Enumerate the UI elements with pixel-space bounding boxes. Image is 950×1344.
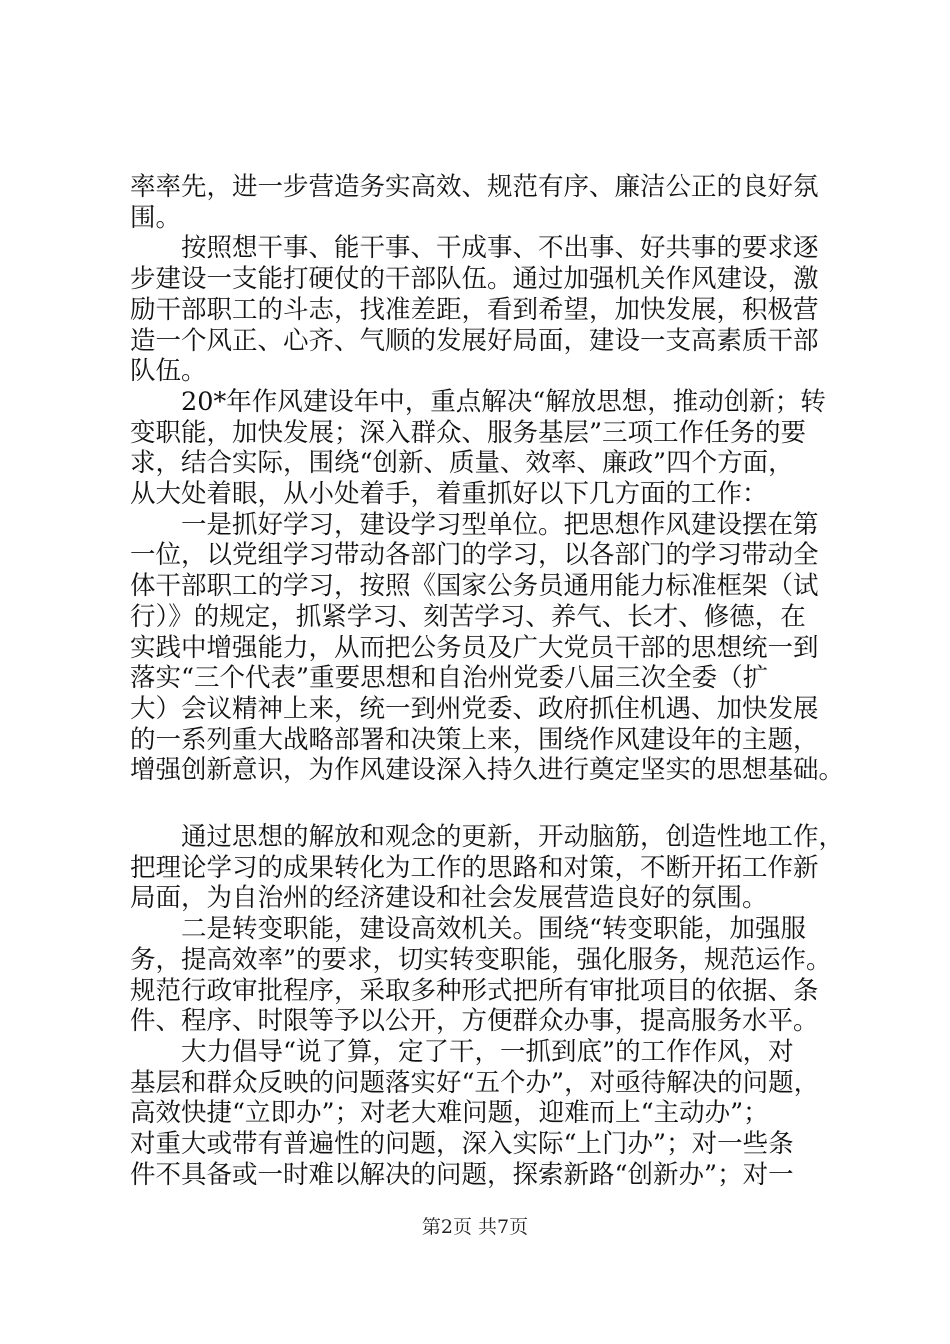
text-line: 20*年作风建设年中，重点解决“解放思想，推动创新；转 <box>130 387 826 417</box>
text-line: 队伍。 <box>130 356 207 386</box>
text-line: 基层和群众反映的问题落实好“五个办”，对亟待解决的问题， <box>130 1068 820 1098</box>
text-line: 步建设一支能打硬仗的干部队伍。通过加强机关作风建设，激 <box>130 264 819 294</box>
text-line: 高效快捷“立即办”；对老大难问题，迎难而上“主动办”； <box>130 1098 769 1128</box>
text-line: 造一个风正、心齐、气顺的发展好局面，建设一支高素质干部 <box>130 326 819 356</box>
text-line: 大）会议精神上来，统一到州党委、政府抓住机遇、加快发展 <box>130 694 819 724</box>
text-line: 增强创新意识，为作风建设深入持久进行奠定坚实的思想基础。 <box>130 755 845 785</box>
text-line: 变职能，加快发展；深入群众、服务基层”三项工作任务的要 <box>130 418 807 448</box>
text-line: 围。 <box>130 203 182 233</box>
text-line: 大力倡导“说了算，定了干，一抓到底”的工作作风，对 <box>130 1037 794 1067</box>
text-line: 实践中增强能力，从而把公务员及广大党员干部的思想统一到 <box>130 633 819 663</box>
text-line: 件不具备或一时难以解决的问题，探索新路“创新办”；对一 <box>130 1160 794 1190</box>
text-line: 把理论学习的成果转化为工作的思路和对策，不断开拓工作新 <box>130 853 819 883</box>
text-line: 一是抓好学习，建设学习型单位。把思想作风建设摆在第 <box>130 510 819 540</box>
text-line: 规范行政审批程序，采取多种形式把所有审批项目的依据、条 <box>130 976 819 1006</box>
text-line: 局面，为自治州的经济建设和社会发展营造良好的氛围。 <box>130 883 768 913</box>
text-line: 励干部职工的斗志，找准差距，看到希望，加快发展，积极营 <box>130 295 819 325</box>
text-line: 一位，以党组学习带动各部门的学习，以各部门的学习带动全 <box>130 540 819 570</box>
text-line: 务，提高效率”的要求，切实转变职能，强化服务，规范运作。 <box>130 945 832 975</box>
text-line: 二是转变职能，建设高效机关。围绕“转变职能，加强服 <box>130 914 807 944</box>
text-line: 求，结合实际，围绕“创新、质量、效率、廉政”四个方面， <box>130 448 794 478</box>
text-line: 件、程序、时限等予以公开，方便群众办事，提高服务水平。 <box>130 1006 819 1036</box>
text-line: 的一系列重大战略部署和决策上来，围绕作风建设年的主题， <box>130 725 819 755</box>
text-line: 体干部职工的学习，按照《国家公务员通用能力标准框架（试 <box>130 571 819 601</box>
text-line: 率率先，进一步营造务实高效、规范有序、廉洁公正的良好氛 <box>130 172 819 202</box>
text-line: 通过思想的解放和观念的更新，开动脑筋，创造性地工作， <box>130 822 845 852</box>
text-line: 行）》的规定，抓紧学习、刻苦学习、养气、长才、修德，在 <box>130 602 806 632</box>
text-line: 落实“三个代表”重要思想和自治州党委八届三次全委（扩 <box>130 663 769 693</box>
text-line: 按照想干事、能干事、干成事、不出事、好共事的要求逐 <box>130 233 819 263</box>
page-number-footer: 第2页 共7页 <box>421 1216 529 1238</box>
text-line: 对重大或带有普遍性的问题，深入实际“上门办”；对一些条 <box>130 1129 794 1159</box>
text-line: 从大处着眼，从小处着手，着重抓好以下几方面的工作： <box>130 479 768 509</box>
